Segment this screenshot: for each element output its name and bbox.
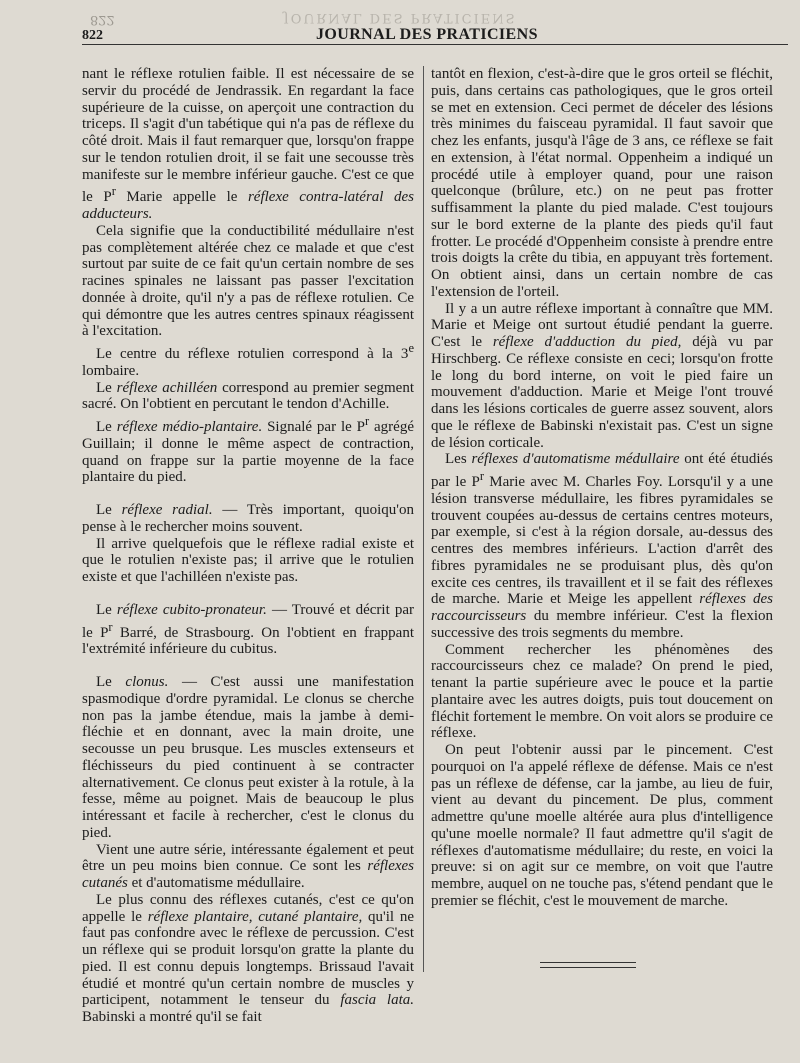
column-divider: [423, 66, 424, 972]
paragraph: Les réflexes d'automatisme médullaire ont été étudiés par le $P^r$ Marie avec M. Charles Foy. Lorsqu'il y a une lésion transverse médullaire, les fibres pyramidales se trouvent coupées au-dessus de certains centres moteurs, par exemple, si c'est à la région dorsale, au-dessus des centres des membres inférieurs. L'action d'arrêt des fibres pyramidales ne se produisant plus, dès qu'on excite ces centres, ils travaillent et il se fait des réflexes de marche. Marie et Meige les appellent réflexes des raccourcisseurs du membre inférieur. C'est la flexion successive des trois segments du membre.: [431, 451, 773, 641]
left-column: [82, 66, 414, 1026]
paragraph: Le centre du réflexe rotulien correspond à la 3e lombaire.: [82, 341, 414, 379]
paragraph: Le réflexe achilléen correspond au premier segment sacré. On l'obtient en percutant le tendon d'Achille.: [82, 379, 414, 413]
paragraph: On peut l'obtenir aussi par le pincement. C'est pourquoi on l'a appelé réflexe de défense. Mais ce n'est pas un réflexe de défense, car la jambe, au lieu de fuir, vient au devant du pincement. De plus, comment admettre qu'une moelle altérée aura plus d'intelligence qu'une moelle normale? Il faut admettre qu'il s'agit de réflexes d'automatisme médullaire; du reste, en voici la preuve: si on agit sur ce membre, on voit que l'autre membre, auquel on ne touche pas, s'étend pendant que le premier se fléchit, c'est le mouvement de marche.: [431, 742, 773, 909]
paragraph: Le plus connu des réflexes cutanés, c'est ce qu'on appelle le réflexe plantaire, cutané plantaire, qu'il ne faut pas confondre avec le réflexe de percussion. C'est un réflexe qui se produit lorsqu'on gratte la plante du pied. Il est connu depuis longtemps. Brissaud l'avait étudié et montré qu'un certain nombre de muscles y participent, notamment le tenseur du fascia lata. Babinski a montré qu'il se fait: [82, 891, 415, 1025]
paragraph: Vient une autre série, intéressante également et peut être un peu moins bien connue. Ce sont les réflexes cutanés et d'automatisme médullaire.: [82, 841, 414, 891]
header-rule: [82, 44, 788, 45]
paragraph: Le réflexe radial. — Très important, quoiqu'on pense à le rechercher moins souvent.: [82, 502, 414, 535]
page-header: [82, 22, 788, 44]
end-rule-bottom: [540, 967, 636, 968]
paragraph: Il y a un autre réflexe important à connaître que MM. Marie et Meige ont surtout étudié pendant la guerre. C'est le réflexe d'adduction du pied, déjà vu par Hirschberg. Ce réflexe consiste en ceci; lorsqu'on frotte le long du bord interne, on voit le pied faire un mouvement d'adduction. Marie et Meige l'ont trouvé dans les lésions corticales de guerre assez souvent, alors que le réflexe de Babinski n'existait pas. C'est un signe de lésion corticale.: [431, 300, 773, 451]
paragraph: Cela signifie que la conductibilité médullaire n'est pas complètement altérée chez ce malade et que c'est surtout par suite de ce fait qu'un certain nombre de ses racines spinales ne laissant pas passer l'excitation donnée à droite, qu'il n'y a pas de réflexe rotulien. Ce qui démontre que les autres centres spinaux réagissent à l'excitation.: [82, 222, 414, 340]
journal-title: JOURNAL DES PRATICIENS: [316, 26, 538, 43]
paragraph: Le réflexe médio-plantaire. Signalé par le $P^r$ agrégé Guillain; il donne le même aspect de contraction, quand on frappe sur la partie moyenne de la face plantaire du pied.: [82, 414, 414, 486]
page-number: 822: [82, 28, 103, 43]
paragraph: Comment rechercher les phénomènes des raccourcisseurs chez ce malade? On prend le pied, tenant la partie supérieure avec le pouce et la partie plantaire avec les autres doigts, puis tout doucement on fléchit fortement le membre. On voit alors se produire ce réflexe.: [431, 641, 773, 742]
paragraph: Le clonus. — C'est aussi une manifestation spasmodique d'ordre pyramidal. Le clonus se cherche non pas la jambe étendue, mais la jambe à demi-fléchie et en donnant, avec la main droite, une secousse un peu brusque. Les muscles extenseurs et fléchisseurs du pied continuent à se contracter alternativement. Ce clonus peut exister à la rotule, à la fesse, même au poignet. Mais de beaucoup le plus intéressant et facile à rechercher, c'est le clonus du pied.: [82, 674, 414, 841]
paragraph: tantôt en flexion, c'est-à-dire que le gros orteil se fléchit, puis, dans certains cas pathologiques, que le gros orteil se met en extension. Ceci permet de déceler des lésions très minimes du faisceau pyramidal. Il faut savoir que chez les enfants, jusqu'à l'âge de 3 ans, ce réflexe se fait en extension, à l'état normal. Oppenheim a indiqué un procédé utile à employer quand, pour une raison quelconque (brûlure, etc.) on ne peut pas frotter suffisamment la plante du pied malade. C'est toujours sur le bord externe de la plante des pieds qu'il faut frotter. Le procédé d'Oppenheim consiste à prendre entre trois doigts la crête du tibia, en appuyant très fortement. On obtient ainsi, dans un certain nombre de cas l'extension de l'orteil.: [431, 66, 773, 300]
paragraph: nant le réflexe rotulien faible. Il est nécessaire de se servir du procédé de Jendrassik. En regardant la face supérieure de la cuisse, on aperçoit une contraction du triceps. Il s'agit d'un tabétique qui n'a pas de réflexe du côté droit. Mais il faut remarquer que, lorsqu'on frappe sur le tendon rotulien droit, il se fait une secousse très manifeste sur le membre inférieur gauche. C'est ce que le $P^r$ Marie appelle le réflexe contra-latéral des adducteurs.: [82, 66, 414, 222]
right-column: [431, 66, 773, 910]
paragraph: Le réflexe cubito-pronateur. — Trouvé et décrit par le $P^r$ Barré, de Strasbourg. On l'obtient en frappant l'extrémité inférieure du cubitus.: [82, 601, 415, 658]
bleed-through-number: 822: [90, 12, 115, 27]
end-rule-top: [540, 962, 636, 963]
bleed-through-title: JOURNAL DES PRATICIENS: [283, 10, 517, 25]
paragraph: Il arrive quelquefois que le réflexe radial existe et que le rotulien n'existe pas; il arrive que le rotulien existe et que l'achilléen n'existe pas.: [82, 535, 414, 585]
